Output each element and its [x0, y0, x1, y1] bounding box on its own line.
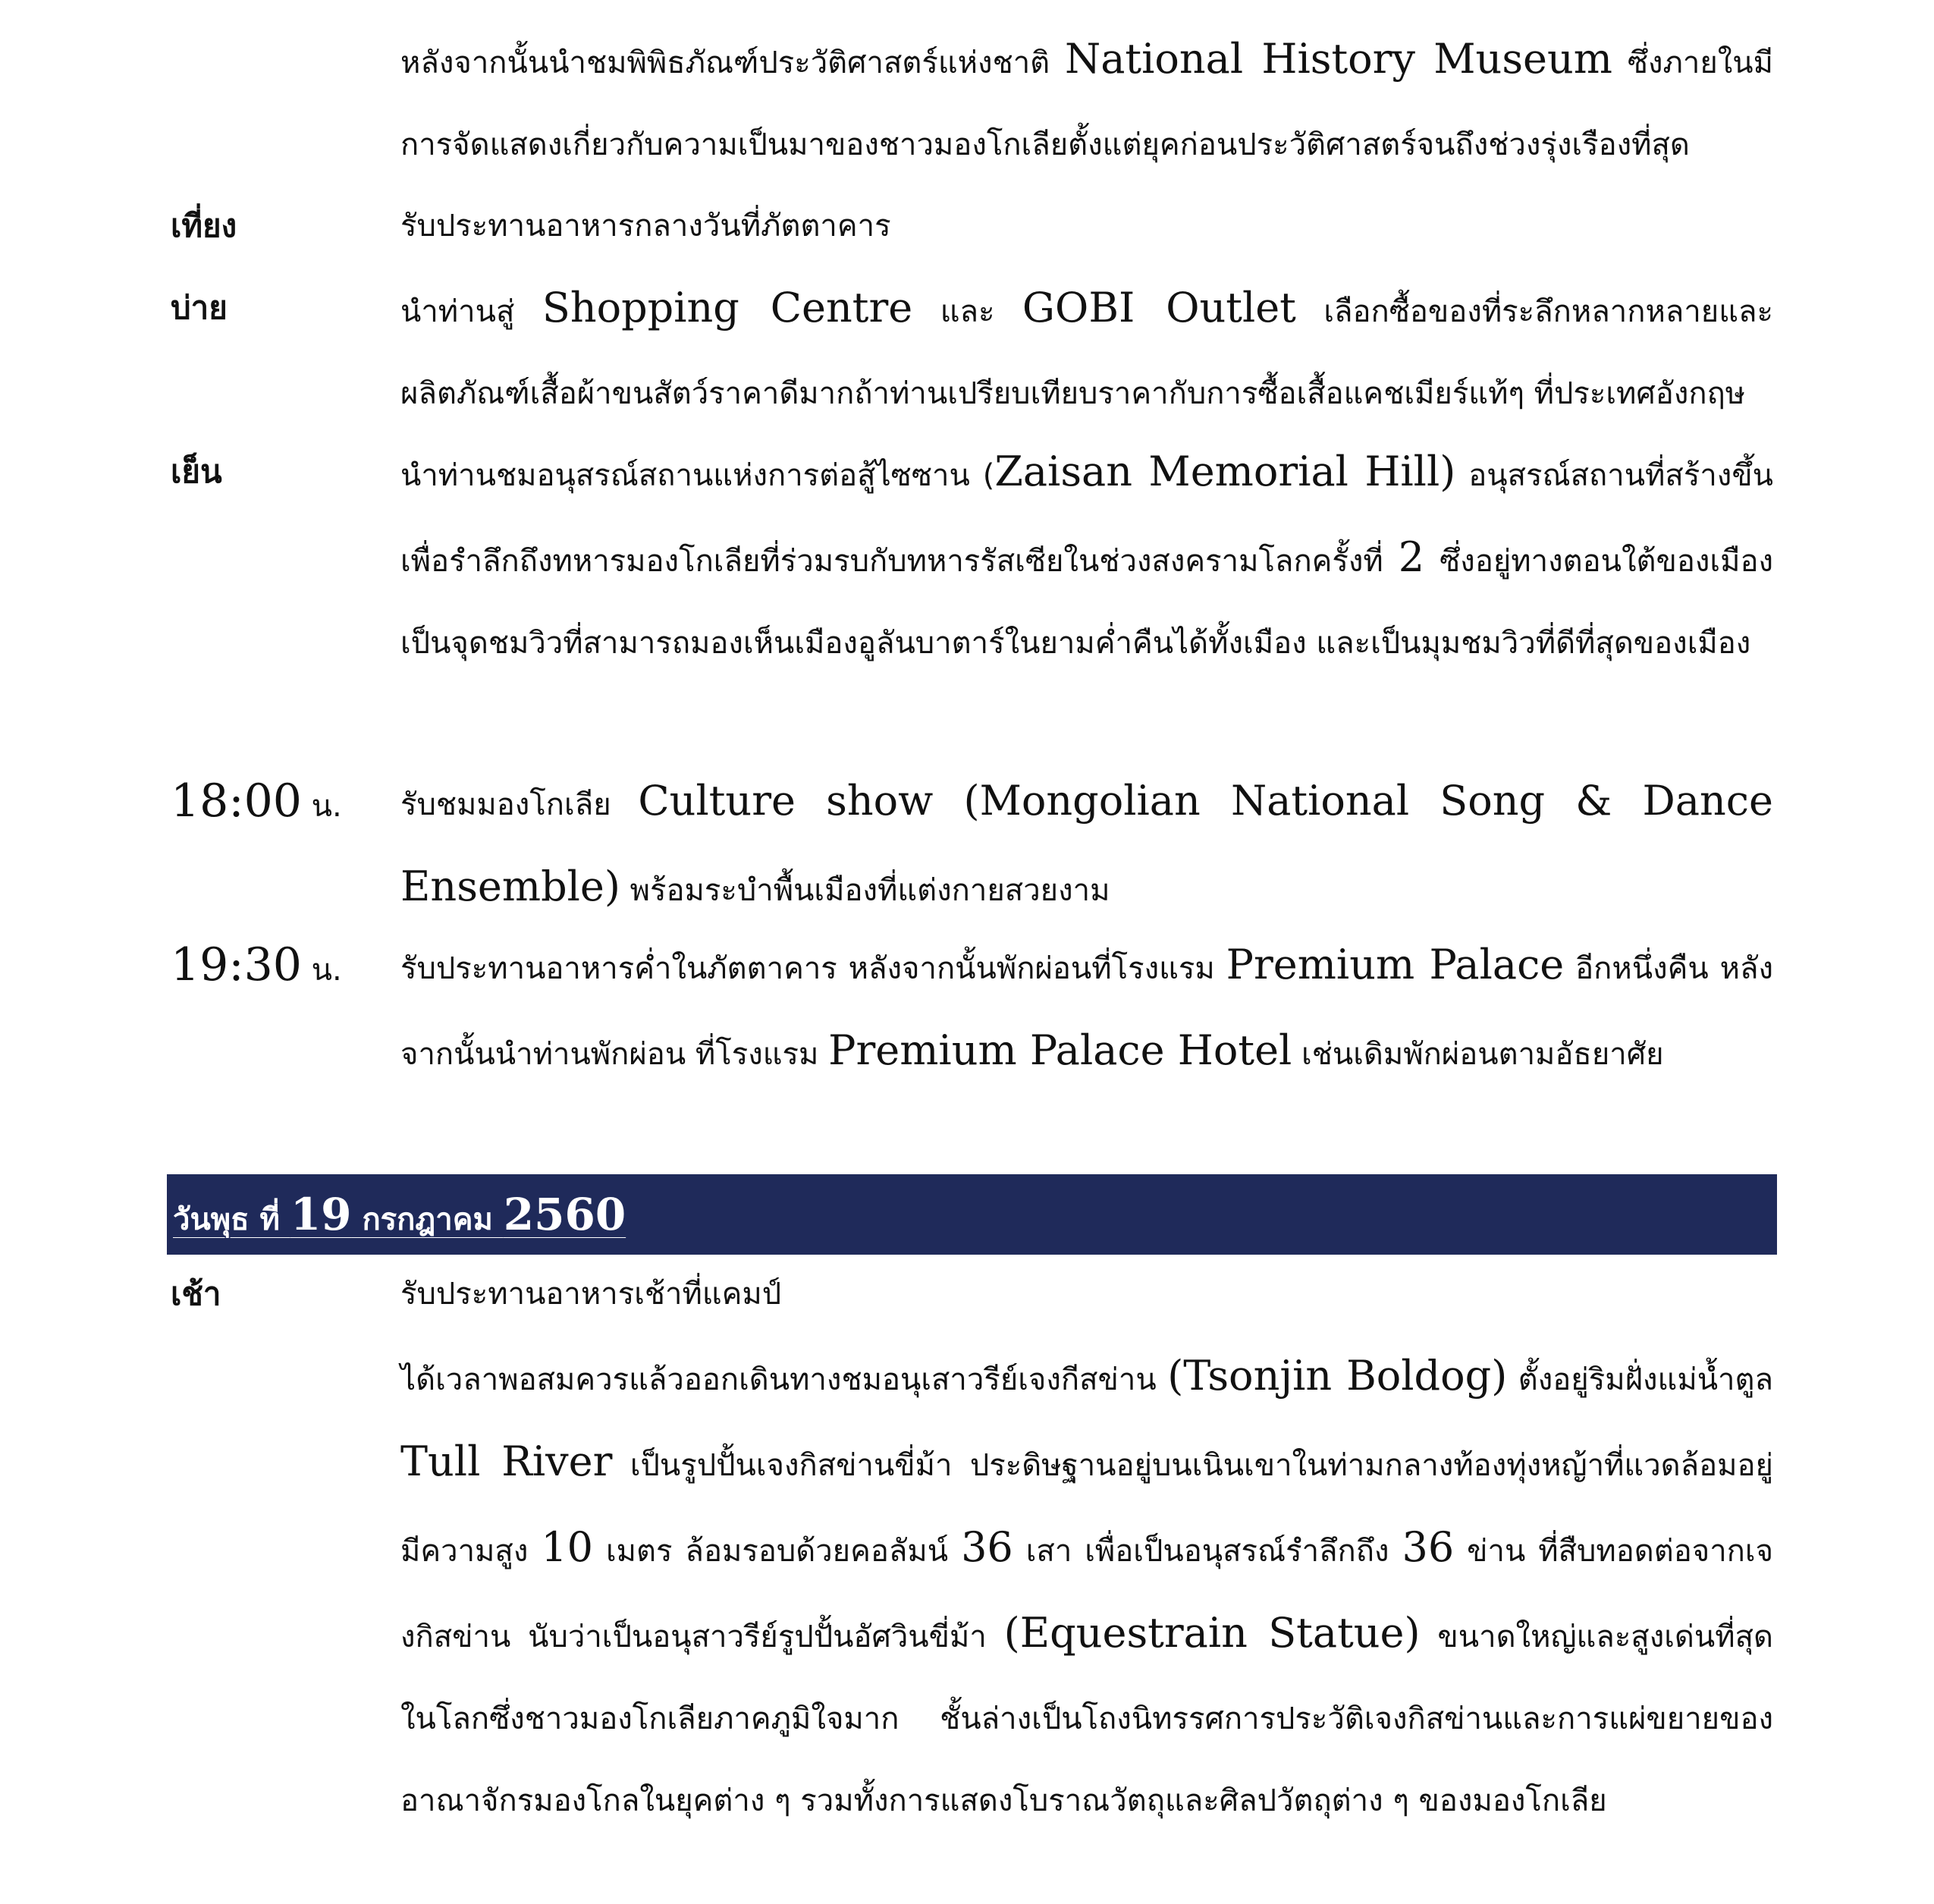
culture-show-name: Culture show (Mongolian National Song & Dance Ensemble): [400, 777, 1773, 910]
zaisan-name: Zaisan Memorial Hill): [994, 448, 1456, 495]
war-number: 2: [1398, 533, 1425, 581]
hotel-name-2: Premium Palace Hotel: [828, 1026, 1292, 1074]
museum-text-1: หลังจากนั้นนำชมพิพิธภัณฑ์ประวัติศาสตร์แห่งชาติ: [400, 46, 1065, 80]
afternoon-text-3: เลือกซื้อของที่ระลึกหลากหลายและผลิตภัณฑ์เสื้อผ้าขนสัตว์ราคาดีมากถ้าท่านเปรียบเทียบราคากับการซื้อเสื้อแคชเมียร์แท้ๆ ที่ประเทศอังกฤษ: [400, 294, 1773, 411]
evening-label: เย็น: [171, 453, 222, 490]
statue-text-5: เสา เพื่อเป็นอนุสรณ์รำลึกถึง: [1013, 1534, 1402, 1569]
statue-text-6: ข่าน ที่สืบทอดต่อจากเจงกิสข่าน นับว่าเป็นอนุสาวรีย์รูปปั้นอัศวินขี่ม้า: [400, 1534, 1774, 1654]
evening-text-3: ซึ่งอยู่ทางตอนใต้ของเมืองเป็นจุดชมวิวที่สามารถมองเห็นเมืองอูลันบาตาร์ในยามค่ำคืนได้ทั้งเมือง และเป็นมุมชมวิวที่ดีที่สุดของเมือง: [400, 544, 1773, 661]
show-text-2: พร้อมระบำพื้นเมืองที่แต่งกายสวยงาม: [620, 873, 1110, 908]
evening-paragraph: [400, 431, 1773, 684]
afternoon-label: บ่าย: [171, 289, 228, 326]
statue-text-3: เป็นรูปปั้นเจงกิสข่านขี่ม้า ประดิษฐานอยู่บนเนินเขาในท่ามกลางท้องทุ่งหญ้าที่แวดล้อมอยู่ มีความสูง: [400, 1448, 1773, 1569]
column-count: 36: [961, 1523, 1013, 1571]
afternoon-text-2: และ: [912, 294, 1022, 329]
museum-name: National History Museum: [1064, 35, 1612, 83]
tsonjin-boldog-name: (Tsonjin Boldog): [1167, 1352, 1508, 1400]
statue-text-1: ได้เวลาพอสมควรแล้วออกเดินทางชมอนุเสาวรีย์เจงกีสข่าน: [400, 1362, 1168, 1397]
dinner-text-3: เช่นเดิมพักผ่อนตามอัธยาศัย: [1292, 1037, 1664, 1072]
shopping-centre-name: Shopping Centre: [542, 284, 913, 331]
evening-text-2: อนุสรณ์สถานที่สร้างขึ้นเพื่อรำลึกถึงทหารมองโกเลียที่ร่วมรบกับทหารรัสเซียในช่วงสงครามโลกครั้งที่: [400, 458, 1773, 579]
morning-label: เช้า: [171, 1275, 221, 1312]
dinner-text-1: รับประทานอาหารค่ำในภัตตาคาร หลังจากนั้นพักผ่อนที่โรงแรม: [400, 951, 1226, 986]
statue-height: 10: [541, 1523, 594, 1571]
dinner-paragraph: [400, 924, 1773, 1095]
statue-text-2: ตั้งอยู่ริมฝั่งแม่น้ำตูล: [1507, 1362, 1773, 1397]
show-text-1: รับชมมองโกเลีย: [400, 787, 639, 822]
gobi-outlet-name: GOBI Outlet: [1022, 284, 1296, 331]
show-time: [171, 760, 342, 847]
khan-count: 36: [1402, 1523, 1455, 1571]
show-paragraph: [400, 760, 1773, 932]
museum-paragraph: [400, 18, 1773, 186]
statue-text-4: เมตร ล้อมรอบด้วยคอลัมน์: [593, 1534, 962, 1569]
dinner-time-value: 19:30: [171, 938, 302, 991]
day-month: กรกฎาคม: [351, 1202, 504, 1237]
noon-label: เที่ยง: [171, 207, 237, 244]
dinner-time: [171, 924, 342, 1011]
noon-text: รับประทานอาหารกลางวันที่ภัตตาคาร: [400, 209, 891, 243]
show-time-suffix: น.: [301, 789, 342, 824]
equestrain-statue-name: (Equestrain Statue): [1003, 1609, 1421, 1657]
tull-river-name: Tull River: [400, 1437, 613, 1485]
dinner-time-suffix: น.: [301, 953, 342, 988]
statue-paragraph: [400, 1335, 1773, 1842]
morning-text: รับประทานอาหารเช้าที่แคมป์: [400, 1277, 782, 1312]
day-header-title: [173, 1174, 626, 1255]
day-weekday: วันพุธ ที่: [173, 1202, 290, 1237]
dinner-text-2: อีกหนึ่งคืน หลังจากนั้นนำท่านพักผ่อน ที่โรงแรม: [400, 951, 1774, 1072]
day-date: 19: [290, 1189, 352, 1240]
afternoon-paragraph: [400, 267, 1773, 435]
evening-text-1: นำท่านชมอนุสรณ์สถานแห่งการต่อสู้ไซซาน (: [400, 458, 995, 493]
hotel-name-1: Premium Palace: [1226, 941, 1565, 988]
day-year: 2560: [503, 1189, 626, 1240]
show-time-value: 18:00: [171, 774, 302, 828]
statue-text-7: ขนาดใหญ่และสูงเด่นที่สุดในโลกซึ่งชาวมองโกเลียภาคภูมิใจมาก ชั้นล่างเป็นโถงนิทรรศการประวัติเจงกิสข่านและการแผ่ขยายของอาณาจักรมองโกลในยุคต่าง ๆ รวมทั้งการแสดงโบราณวัตถุและศิลปวัตถุต่าง ๆ ของมองโกเลีย: [400, 1620, 1773, 1818]
afternoon-text-1: นำท่านสู่: [400, 294, 542, 329]
museum-text-2: ซึ่งภายในมีการจัดแสดงเกี่ยวกับความเป็นมาของชาวมองโกเลียตั้งแต่ยุคก่อนประวัติศาสตร์จนถึงช่วงรุ่งเรืองที่สุด: [400, 46, 1773, 162]
